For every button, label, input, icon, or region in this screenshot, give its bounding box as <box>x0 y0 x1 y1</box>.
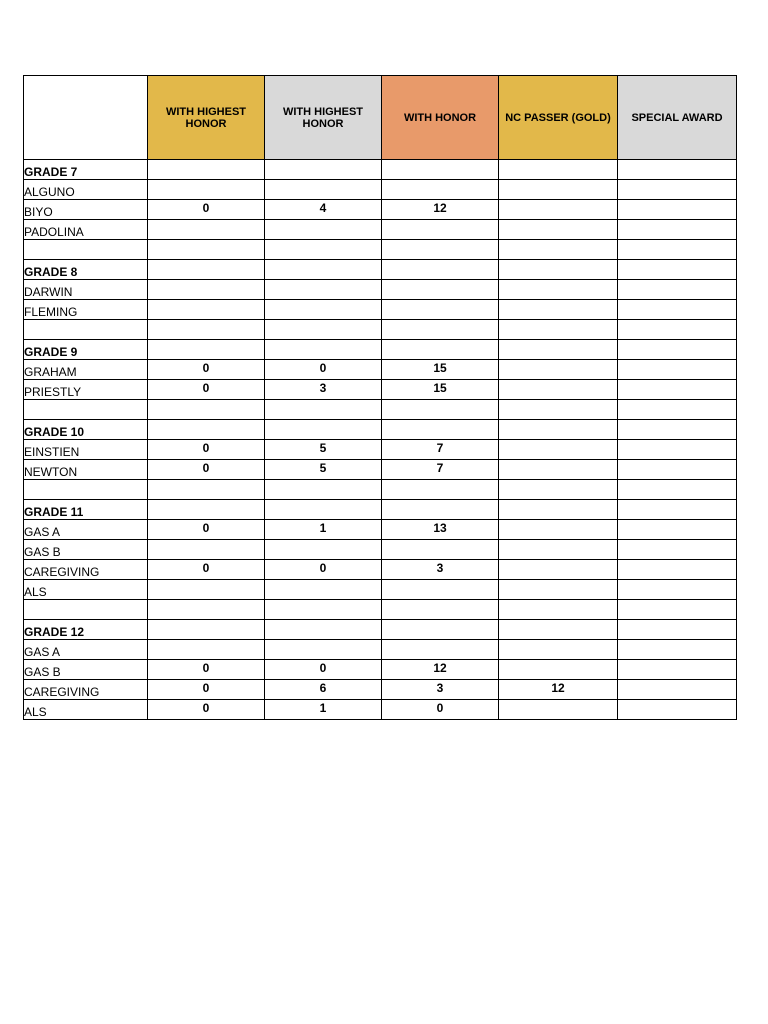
section-label: FLEMING <box>24 300 148 320</box>
with-highest-honor-cell <box>148 280 265 300</box>
with-highest-honor-cell-2 <box>265 620 382 640</box>
section-row <box>24 640 737 660</box>
with-highest-honor-cell <box>148 620 265 640</box>
nc-passer-gold-cell <box>499 440 618 460</box>
special-award-cell <box>618 160 737 180</box>
special-award-cell <box>618 660 737 680</box>
with-highest-honor-cell: 0 <box>148 380 265 400</box>
special-award-cell <box>618 640 737 660</box>
with-highest-honor-cell-2 <box>265 220 382 240</box>
section-label: ALGUNO <box>24 180 148 200</box>
nc-passer-gold-cell <box>499 420 618 440</box>
special-award-cell <box>618 500 737 520</box>
blank-row <box>24 240 737 260</box>
nc-passer-gold-cell <box>499 380 618 400</box>
blank-row <box>24 600 737 620</box>
grade-label: GRADE 12 <box>24 620 148 640</box>
special-award-cell <box>618 620 737 640</box>
special-award-cell <box>618 700 737 720</box>
with-highest-honor-cell: 0 <box>148 200 265 220</box>
with-highest-honor-cell <box>148 300 265 320</box>
with-honor-cell: 0 <box>382 700 499 720</box>
with-honor-cell <box>382 240 499 260</box>
section-label <box>24 320 148 340</box>
with-highest-honor-cell <box>148 420 265 440</box>
section-label: ALS <box>24 700 148 720</box>
grade-label: GRADE 8 <box>24 260 148 280</box>
with-highest-honor-cell-2 <box>265 640 382 660</box>
section-label: CAREGIVING <box>24 680 148 700</box>
with-highest-honor-cell <box>148 640 265 660</box>
special-award-cell <box>618 400 737 420</box>
section-row <box>24 440 737 460</box>
section-label: BIYO <box>24 200 148 220</box>
with-highest-honor-cell-2: 0 <box>265 360 382 380</box>
with-highest-honor-header-2: WITH HIGHEST HONOR <box>265 76 382 160</box>
grade-row <box>24 500 737 520</box>
section-row <box>24 220 737 240</box>
nc-passer-gold-cell <box>499 280 618 300</box>
section-row <box>24 460 737 480</box>
special-award-cell <box>618 540 737 560</box>
nc-passer-gold-cell <box>499 540 618 560</box>
nc-passer-gold-cell <box>499 660 618 680</box>
with-honor-cell <box>382 640 499 660</box>
nc-passer-gold-cell <box>499 460 618 480</box>
section-row <box>24 580 737 600</box>
with-honor-cell <box>382 600 499 620</box>
nc-passer-gold-cell <box>499 340 618 360</box>
special-award-cell <box>618 460 737 480</box>
with-highest-honor-cell: 0 <box>148 660 265 680</box>
nc-passer-gold-cell: 12 <box>499 680 618 700</box>
with-honor-cell <box>382 340 499 360</box>
nc-passer-gold-cell <box>499 480 618 500</box>
with-honor-cell <box>382 620 499 640</box>
nc-passer-gold-cell <box>499 300 618 320</box>
with-honor-cell: 15 <box>382 380 499 400</box>
with-highest-honor-cell: 0 <box>148 440 265 460</box>
nc-passer-gold-cell <box>499 320 618 340</box>
grade-label: GRADE 11 <box>24 500 148 520</box>
blank-row <box>24 480 737 500</box>
with-highest-honor-cell <box>148 600 265 620</box>
special-award-cell <box>618 440 737 460</box>
with-highest-honor-cell-2 <box>265 500 382 520</box>
section-row <box>24 520 737 540</box>
section-label: ALS <box>24 580 148 600</box>
special-award-cell <box>618 380 737 400</box>
with-highest-honor-cell-2 <box>265 480 382 500</box>
with-highest-honor-cell <box>148 240 265 260</box>
with-highest-honor-cell-2 <box>265 260 382 280</box>
nc-passer-gold-header: NC PASSER (GOLD) <box>499 76 618 160</box>
with-honor-cell <box>382 580 499 600</box>
with-honor-cell <box>382 540 499 560</box>
with-highest-honor-cell: 0 <box>148 700 265 720</box>
section-label: EINSTIEN <box>24 440 148 460</box>
nc-passer-gold-cell <box>499 500 618 520</box>
special-award-cell <box>618 680 737 700</box>
nc-passer-gold-cell <box>499 200 618 220</box>
with-highest-honor-cell-2 <box>265 400 382 420</box>
special-award-cell <box>618 560 737 580</box>
with-highest-honor-cell-2: 0 <box>265 660 382 680</box>
special-award-cell <box>618 480 737 500</box>
with-honor-cell <box>382 180 499 200</box>
with-highest-honor-cell-2 <box>265 300 382 320</box>
section-row <box>24 360 737 380</box>
with-honor-cell: 3 <box>382 560 499 580</box>
with-highest-honor-cell <box>148 160 265 180</box>
with-honor-cell <box>382 300 499 320</box>
section-label: GAS B <box>24 660 148 680</box>
with-highest-honor-cell-2: 5 <box>265 460 382 480</box>
section-row <box>24 700 737 720</box>
special-award-cell <box>618 320 737 340</box>
section-label: PRIESTLY <box>24 380 148 400</box>
special-award-cell <box>618 600 737 620</box>
with-honor-cell: 12 <box>382 660 499 680</box>
section-label: GRAHAM <box>24 360 148 380</box>
with-honor-cell <box>382 500 499 520</box>
special-award-cell <box>618 420 737 440</box>
nc-passer-gold-cell <box>499 160 618 180</box>
header-row <box>24 76 737 160</box>
nc-passer-gold-cell <box>499 600 618 620</box>
grade-row <box>24 160 737 180</box>
section-row <box>24 680 737 700</box>
grade-label: GRADE 10 <box>24 420 148 440</box>
with-honor-cell <box>382 480 499 500</box>
with-highest-honor-cell-2: 1 <box>265 520 382 540</box>
section-row <box>24 200 737 220</box>
special-award-header: SPECIAL AWARD <box>618 76 737 160</box>
section-row <box>24 300 737 320</box>
with-highest-honor-cell-2 <box>265 320 382 340</box>
with-highest-honor-cell <box>148 400 265 420</box>
with-honor-cell <box>382 260 499 280</box>
section-label <box>24 240 148 260</box>
section-label <box>24 600 148 620</box>
nc-passer-gold-cell <box>499 520 618 540</box>
special-award-cell <box>618 580 737 600</box>
with-highest-honor-cell-2 <box>265 280 382 300</box>
with-honor-cell: 7 <box>382 440 499 460</box>
with-highest-honor-cell: 0 <box>148 460 265 480</box>
with-highest-honor-cell-2: 4 <box>265 200 382 220</box>
section-row <box>24 660 737 680</box>
with-honor-cell <box>382 160 499 180</box>
section-label <box>24 400 148 420</box>
with-highest-honor-cell-2 <box>265 180 382 200</box>
section-label: CAREGIVING <box>24 560 148 580</box>
with-highest-honor-cell: 0 <box>148 520 265 540</box>
with-honor-cell <box>382 320 499 340</box>
special-award-cell <box>618 520 737 540</box>
with-honor-header: WITH HONOR <box>382 76 499 160</box>
special-award-cell <box>618 260 737 280</box>
special-award-cell <box>618 220 737 240</box>
table-body <box>24 160 737 720</box>
grade-row <box>24 340 737 360</box>
with-highest-honor-cell <box>148 340 265 360</box>
special-award-cell <box>618 240 737 260</box>
nc-passer-gold-cell <box>499 400 618 420</box>
with-highest-honor-cell <box>148 500 265 520</box>
grade-label: GRADE 9 <box>24 340 148 360</box>
with-highest-honor-cell <box>148 480 265 500</box>
special-award-cell <box>618 280 737 300</box>
with-honor-cell: 3 <box>382 680 499 700</box>
with-highest-honor-cell-2: 5 <box>265 440 382 460</box>
with-highest-honor-cell <box>148 260 265 280</box>
with-highest-honor-cell-2: 0 <box>265 560 382 580</box>
section-row <box>24 280 737 300</box>
grade-row <box>24 620 737 640</box>
with-highest-honor-cell <box>148 580 265 600</box>
blank-row <box>24 400 737 420</box>
nc-passer-gold-cell <box>499 360 618 380</box>
grade-row <box>24 260 737 280</box>
section-row <box>24 560 737 580</box>
with-honor-cell <box>382 420 499 440</box>
with-highest-honor-cell-2 <box>265 160 382 180</box>
special-award-cell <box>618 300 737 320</box>
with-highest-honor-cell-2 <box>265 580 382 600</box>
special-award-cell <box>618 340 737 360</box>
with-highest-honor-cell-2: 6 <box>265 680 382 700</box>
with-honor-cell <box>382 400 499 420</box>
table-header <box>24 76 737 160</box>
section-row <box>24 540 737 560</box>
with-highest-honor-cell <box>148 540 265 560</box>
with-highest-honor-cell: 0 <box>148 560 265 580</box>
with-honor-cell <box>382 220 499 240</box>
with-honor-cell <box>382 280 499 300</box>
with-honor-cell: 7 <box>382 460 499 480</box>
with-highest-honor-cell <box>148 220 265 240</box>
with-honor-cell: 15 <box>382 360 499 380</box>
section-label: GAS A <box>24 640 148 660</box>
nc-passer-gold-cell <box>499 700 618 720</box>
with-highest-honor-cell-2: 3 <box>265 380 382 400</box>
grade-row <box>24 420 737 440</box>
special-award-cell <box>618 360 737 380</box>
section-label: DARWIN <box>24 280 148 300</box>
nc-passer-gold-cell <box>499 620 618 640</box>
with-highest-honor-header: WITH HIGHEST HONOR <box>148 76 265 160</box>
section-row <box>24 380 737 400</box>
nc-passer-gold-cell <box>499 240 618 260</box>
with-highest-honor-cell-2: 1 <box>265 700 382 720</box>
section-label: GAS A <box>24 520 148 540</box>
with-highest-honor-cell: 0 <box>148 680 265 700</box>
special-award-cell <box>618 180 737 200</box>
section-label-column-header <box>24 76 148 160</box>
section-row <box>24 180 737 200</box>
with-highest-honor-cell-2 <box>265 600 382 620</box>
nc-passer-gold-cell <box>499 560 618 580</box>
with-highest-honor-cell-2 <box>265 340 382 360</box>
blank-row <box>24 320 737 340</box>
nc-passer-gold-cell <box>499 220 618 240</box>
nc-passer-gold-cell <box>499 640 618 660</box>
with-highest-honor-cell-2 <box>265 420 382 440</box>
with-highest-honor-cell <box>148 320 265 340</box>
section-label: GAS B <box>24 540 148 560</box>
section-label: NEWTON <box>24 460 148 480</box>
nc-passer-gold-cell <box>499 260 618 280</box>
nc-passer-gold-cell <box>499 180 618 200</box>
with-highest-honor-cell-2 <box>265 240 382 260</box>
with-honor-cell: 13 <box>382 520 499 540</box>
with-highest-honor-cell: 0 <box>148 360 265 380</box>
with-honor-cell: 12 <box>382 200 499 220</box>
section-label: PADOLINA <box>24 220 148 240</box>
section-label <box>24 480 148 500</box>
with-highest-honor-cell <box>148 180 265 200</box>
nc-passer-gold-cell <box>499 580 618 600</box>
special-award-cell <box>618 200 737 220</box>
grade-label: GRADE 7 <box>24 160 148 180</box>
with-highest-honor-cell-2 <box>265 540 382 560</box>
honors-table <box>23 75 737 720</box>
